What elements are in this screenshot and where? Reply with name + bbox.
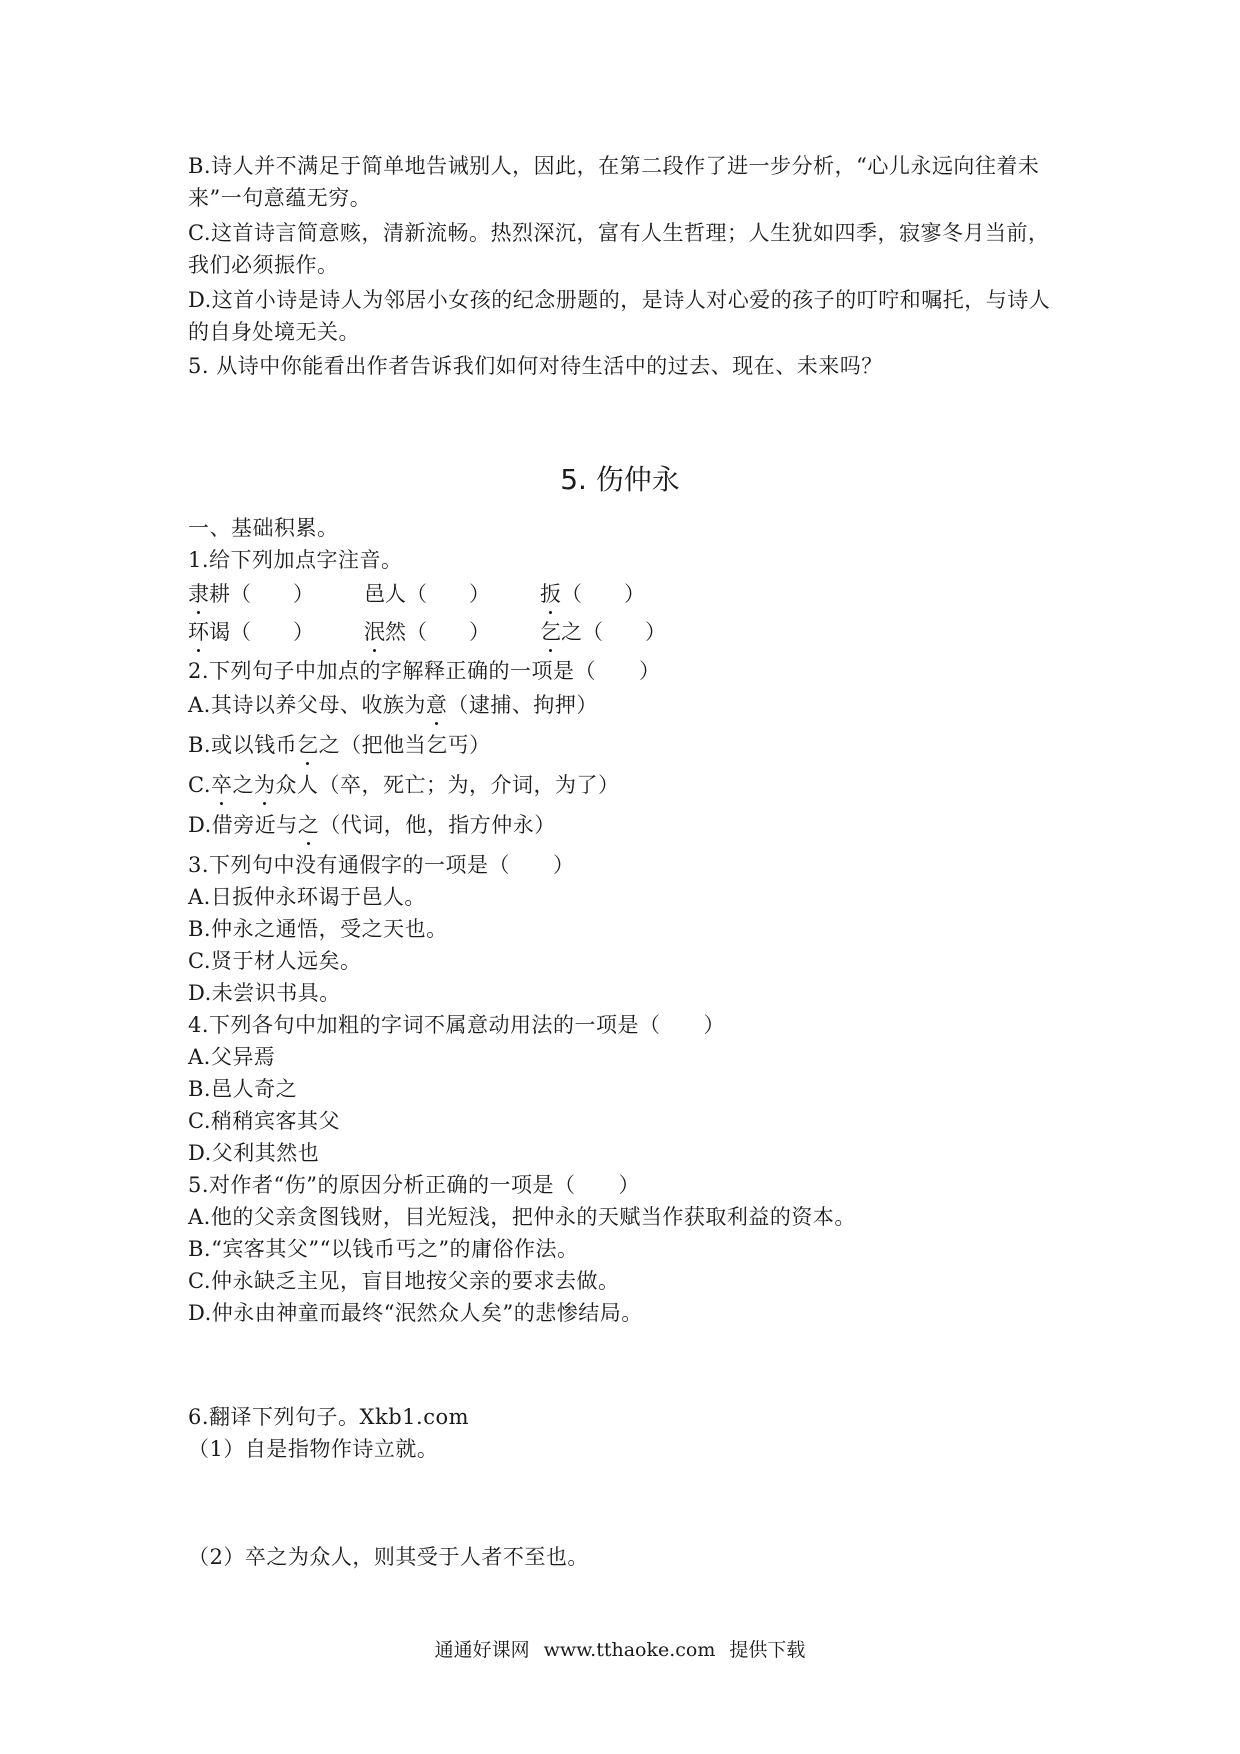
q1-item: 扳（ ） <box>540 582 645 606</box>
q3-option-d: D.未尝识书具。 <box>188 981 341 1005</box>
q2-option-b: B.或以钱币乞之（把他当乞丐） <box>188 733 491 757</box>
q3-option-a: A.日扳仲永环谒于邑人。 <box>188 885 426 909</box>
dotted-char: 之 <box>297 813 320 837</box>
q1-item: 隶耕（ ） <box>188 582 314 606</box>
q4-option-d: D.父利其然也 <box>188 1141 320 1165</box>
footer-tail: 提供下载 <box>729 1639 806 1661</box>
footer-site-name: 通通好课网 <box>434 1639 530 1661</box>
footer-url[interactable]: www.tthaoke.com <box>543 1639 716 1661</box>
q5-option-b: B.“宾客其父”“以钱币丐之”的庸俗作法。 <box>188 1237 579 1261</box>
dotted-char: 乞 <box>297 733 319 757</box>
q2-stem: 2.下列句子中加点的字解释正确的一项是（ ） <box>188 659 661 683</box>
q4-option-a: A.父异焉 <box>188 1045 276 1069</box>
prev-option-d-line1: D.这首小诗是诗人为邻居小女孩的纪念册题的，是诗人对心爱的孩子的叮咛和嘱托，与诗人 <box>188 288 1051 312</box>
q4-option-b: B.邑人奇之 <box>188 1077 298 1101</box>
part-heading: 一、基础积累。 <box>188 516 339 540</box>
q1-row-1 <box>188 580 988 610</box>
q3-option-c: C.贤于材人远矣。 <box>188 949 362 973</box>
dotted-char: 环 <box>188 620 209 644</box>
q1-item: 乞之（ ） <box>540 620 666 644</box>
dotted-char: 隶 <box>188 582 209 606</box>
prev-question-5: 5. 从诗中你能看出作者告诉我们如何对待生活中的过去、现在、未来吗？ <box>188 354 883 378</box>
dotted-char: 为 <box>254 773 276 797</box>
q1-row-2 <box>188 618 988 648</box>
q5-option-a: A.他的父亲贪图钱财，目光短浅，把仲永的天赋当作获取利益的资本。 <box>188 1205 856 1229</box>
page-footer <box>0 1637 1240 1663</box>
q5-stem: 5.对作者“伤”的原因分析正确的一项是（ ） <box>188 1173 641 1197</box>
dotted-char: 意 <box>425 693 448 717</box>
dotted-char: 泯 <box>364 620 385 644</box>
prev-option-c-line2: 我们必须振作。 <box>188 253 339 277</box>
q1-item: 泯然（ ） <box>364 620 490 644</box>
q6-stem: 6.翻译下列句子。Xkb1.com <box>188 1405 470 1429</box>
q4-option-c: C.稍稍宾客其父 <box>188 1109 340 1133</box>
q4-stem: 4.下列各句中加粗的字词不属意动用法的一项是（ ） <box>188 1013 726 1037</box>
q3-stem: 3.下列句中没有通假字的一项是（ ） <box>188 853 575 877</box>
q1-stem: 1.给下列加点字注音。 <box>188 548 403 572</box>
q2-option-c: C.卒之为众人（卒，死亡；为，介词，为了） <box>188 773 620 797</box>
q2-option-d: D.借旁近与之（代词，他，指方仲永） <box>188 813 556 837</box>
q6-sentence-1: （1）自是指物作诗立就。 <box>188 1437 439 1461</box>
prev-option-c-line1: C.这首诗言简意赅，清新流畅。热烈深沉，富有人生哲理；人生犹如四季，寂寥冬月当前， <box>188 221 1050 245</box>
dotted-char: 卒 <box>211 773 233 797</box>
q3-option-b: B.仲永之通悟，受之天也。 <box>188 917 448 941</box>
section-title: 5. 伤仲永 <box>560 463 680 496</box>
dotted-char: 乞 <box>540 620 561 644</box>
q6-sentence-2: （2）卒之为众人，则其受于人者不至也。 <box>188 1545 589 1569</box>
prev-option-b-line2: 来”一句意蕴无穷。 <box>188 186 372 210</box>
q2-option-a: A.其诗以养父母、收族为意（逮捕、拘押） <box>188 693 598 717</box>
q5-option-d: D.仲永由神童而最终“泯然众人矣”的悲惨结局。 <box>188 1301 643 1325</box>
q5-option-c: C.仲永缺乏主见，盲目地按父亲的要求去做。 <box>188 1269 620 1293</box>
q1-item: 环谒（ ） <box>188 620 314 644</box>
q1-item: 邑人（ ） <box>364 582 490 606</box>
prev-option-d-line2: 的自身处境无关。 <box>188 320 360 344</box>
dotted-char: 扳 <box>540 582 561 606</box>
prev-option-b-line1: B.诗人并不满足于简单地告诫别人，因此，在第二段作了进一步分析，“心儿永远向往着未 <box>188 154 1040 178</box>
